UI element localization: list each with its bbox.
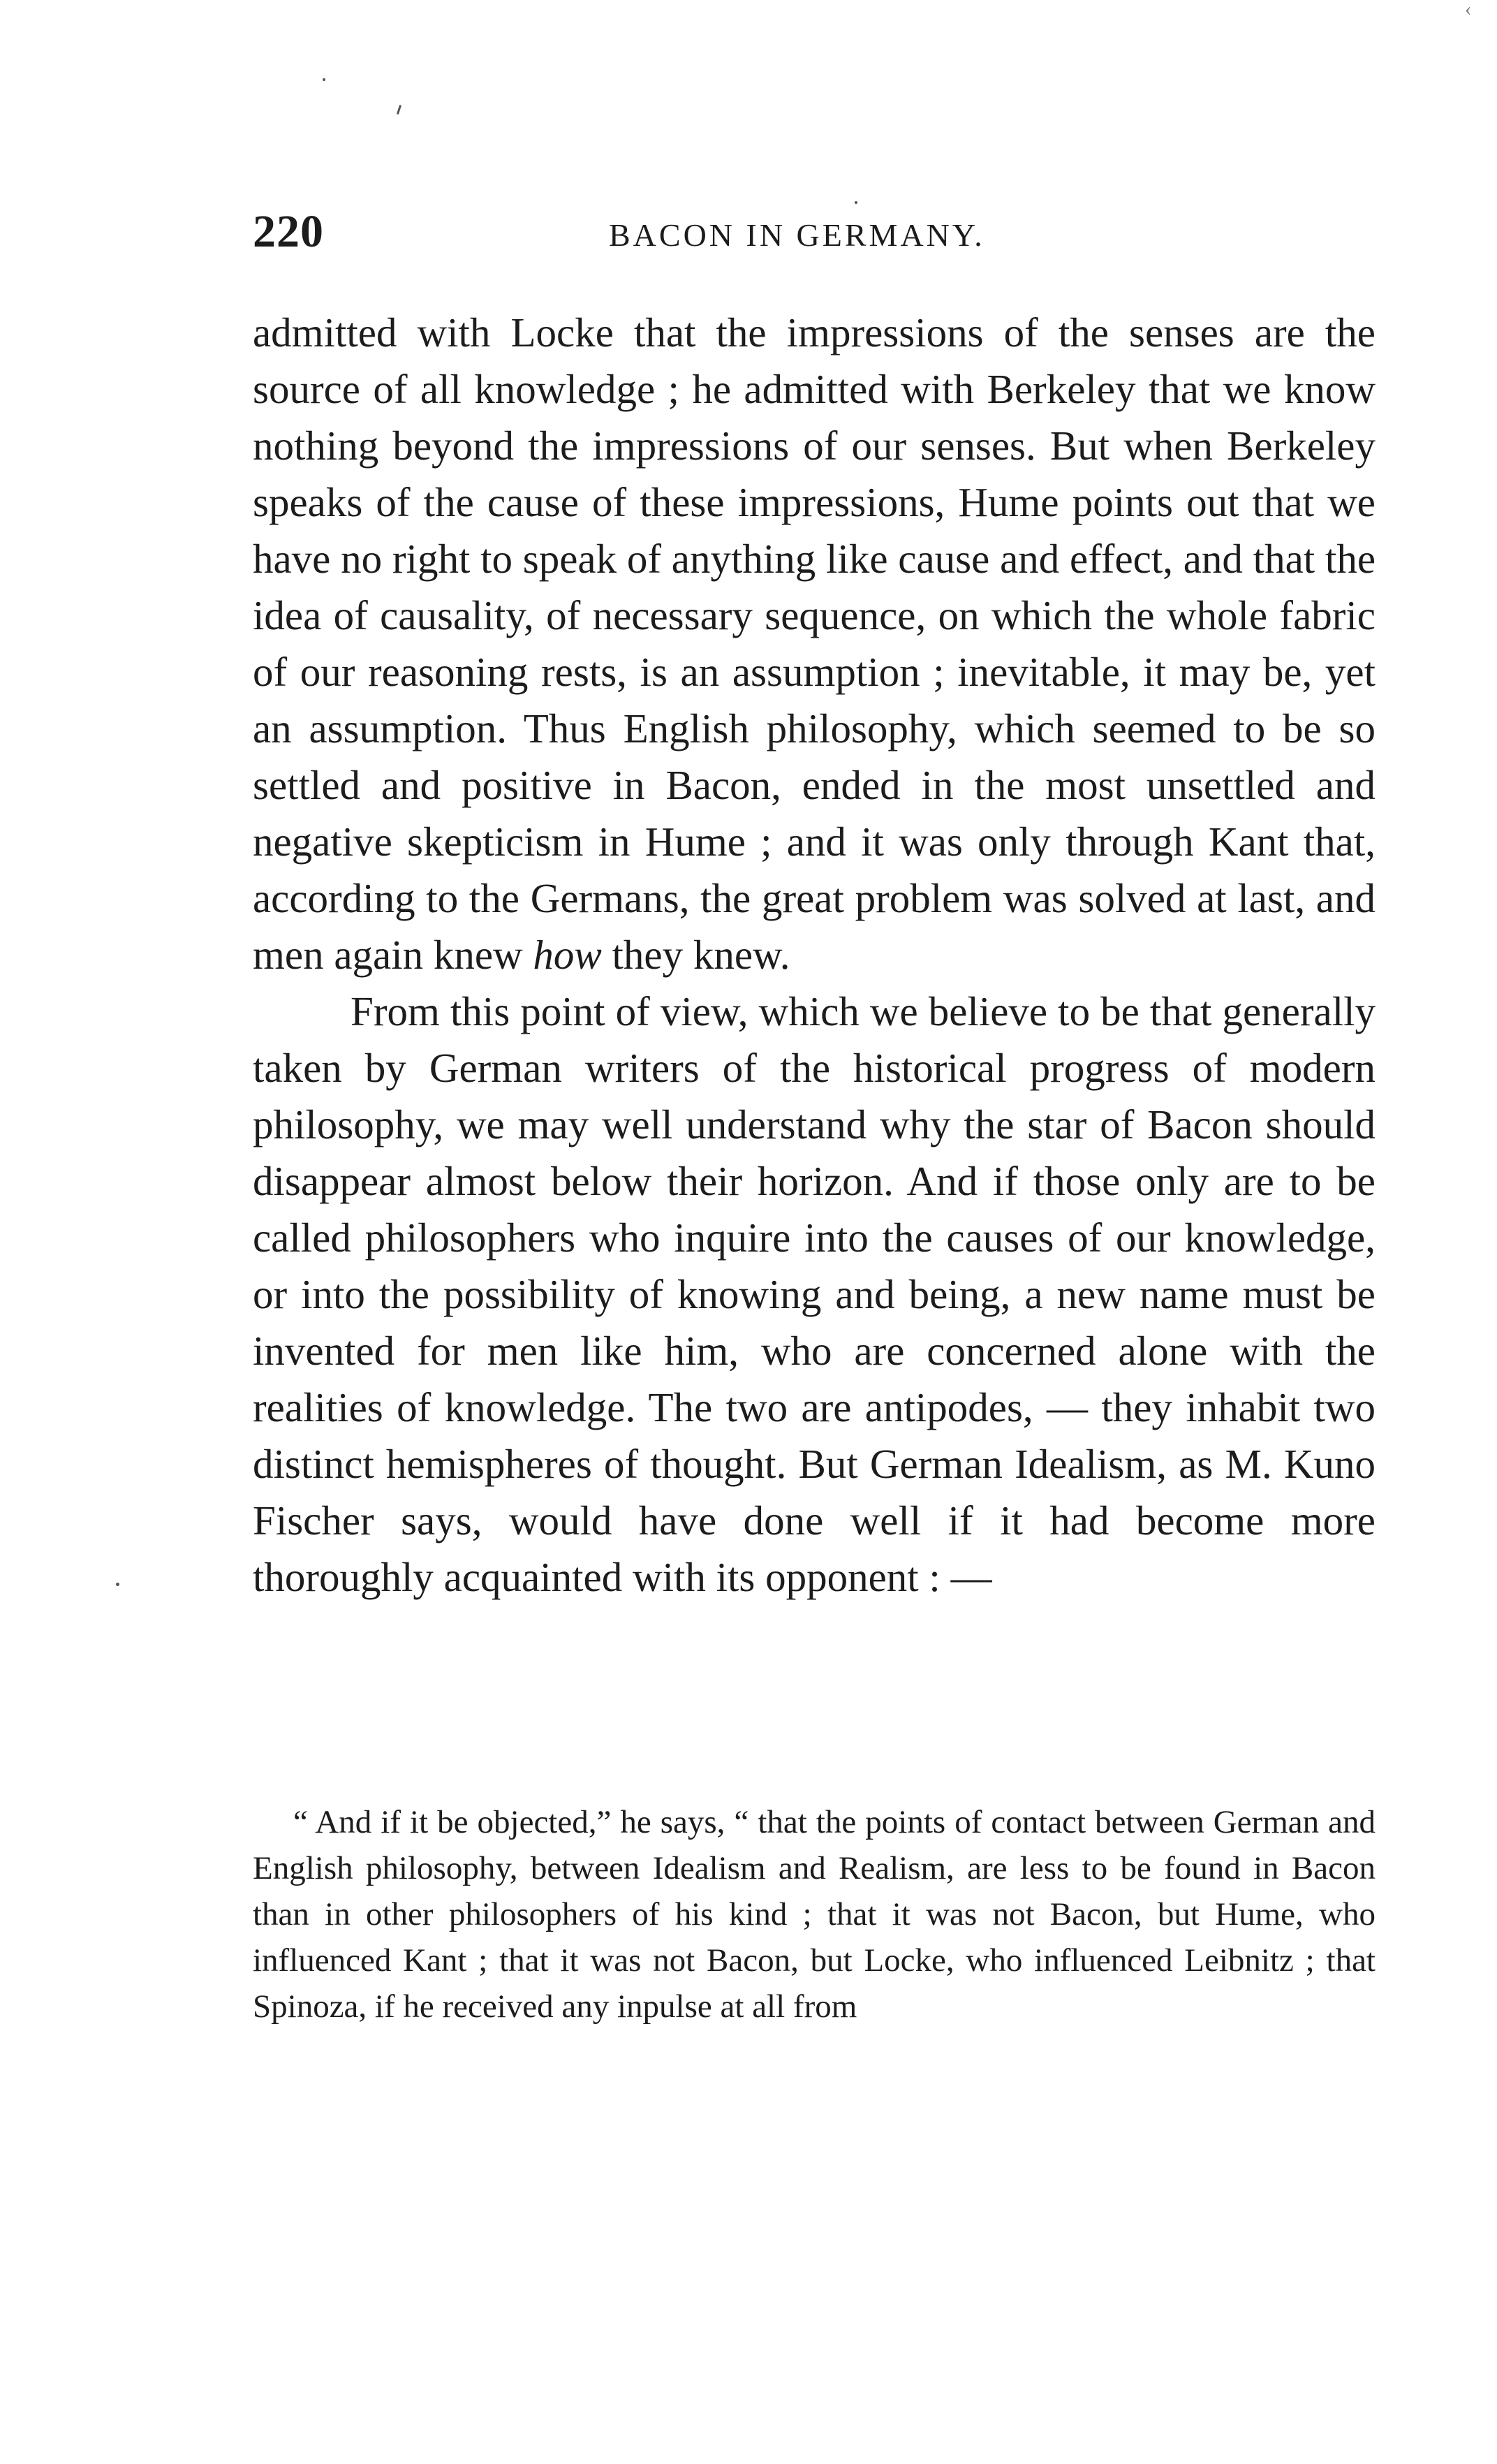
scan-speck <box>323 78 325 81</box>
paragraph-2: From this point of view, which we believe to be that generally taken by German writers of the historical progress of modern philosophy, we may well understand why the star of Bacon should disappear almost below their horizon. And if those only are to be called philosophers who inquire into the causes of our knowledge, or into the possibility of knowing and being, a new name must be invented for men like him, who are concerned alone with the realities of knowledge. The two are antipodes, — they inhabit two distinct hemispheres of thought. But German Idealism, as M. Kuno Fischer says, would have done well if it had become more thoroughly acquainted with its opponent : — <box>253 988 1376 1600</box>
scan-corner-mark: ‹ <box>1465 0 1472 20</box>
main-text <box>253 305 1376 1606</box>
scan-speck <box>397 105 401 115</box>
paragraph-1-text: admitted with Locke that the impressions of the senses are the source of all knowledge ; he admitted with Berkeley that we know nothing beyond the impressions of our senses. But when Berkeley speaks of the cause of these impressions, Hume points out that we have no right to speak of anything like cause and effect, and that the idea of causality, of necessary sequence, on which the whole fabric of our reasoning rests, is an assumption ; inevitable, it may be, yet an assumption. Thus English philosophy, which seemed to be so settled and positive in Bacon, ended in the most unsettled and negative skepticism in Hume ; and it was only through Kant that, according to the Germans, the great problem was solved at last, and men again knew <box>253 309 1376 978</box>
paragraph-1-ending: they knew. <box>601 932 790 978</box>
running-head: BACON IN GERMANY. <box>609 217 985 253</box>
emphasis-how: how <box>533 932 602 978</box>
page-header <box>253 204 1377 260</box>
block-quote: “ And if it be objected,” he says, “ that the points of contact between German and English philosophy, between Idealism and Realism, are less to be found in Bacon than in other philosophers of his kind ; that it was not Bacon, but Hume, who influenced Kant ; that it was not Bacon, but Locke, who influenced Leibnitz ; that Spinoza, if he received any inpulse at all from <box>253 1804 1376 2025</box>
page-number: 220 <box>253 206 324 257</box>
paragraph-1 <box>253 305 1376 983</box>
scan-speck <box>116 1583 119 1586</box>
